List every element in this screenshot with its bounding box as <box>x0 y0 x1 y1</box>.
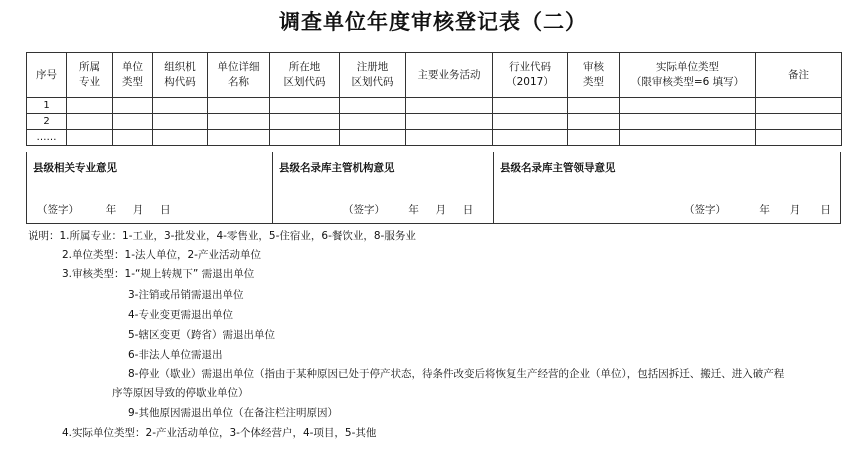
header-main-activity: 主要业务活动 <box>406 53 493 98</box>
row-seq: 2 <box>27 114 67 130</box>
table-cell[interactable] <box>113 114 153 130</box>
table-cell[interactable] <box>406 114 493 130</box>
table-cell[interactable] <box>493 98 568 114</box>
row-seq: 1 <box>27 98 67 114</box>
table-cell[interactable] <box>568 114 620 130</box>
table-cell[interactable] <box>270 98 340 114</box>
table-cell[interactable] <box>208 98 270 114</box>
table-cell[interactable] <box>270 130 340 146</box>
header-audit-type: 审核 类型 <box>568 53 620 98</box>
table-cell[interactable] <box>340 114 406 130</box>
county-professional-opinion[interactable] <box>27 152 272 223</box>
table-cell[interactable] <box>113 130 153 146</box>
table-row <box>27 130 842 146</box>
header-seq: 序号 <box>27 53 67 98</box>
note-line: 4.实际单位类型：2-产业活动单位，3-个体经营户，4-项目，5-其他 <box>62 427 377 439</box>
signature-date-line: （签字） 年 月 日 <box>343 204 474 216</box>
table-cell[interactable] <box>406 130 493 146</box>
header-actual-unit-type: 实际单位类型 （限审核类型=6 填写） <box>620 53 756 98</box>
signature-date-line: （签字） 年 月 日 <box>684 204 831 216</box>
header-row <box>27 53 842 98</box>
note-line: 3-注销或吊销需退出单位 <box>128 289 244 301</box>
opinion-label: 县级名录库主管领导意见 <box>500 162 616 174</box>
table-cell[interactable] <box>208 130 270 146</box>
table-cell[interactable] <box>67 114 113 130</box>
table-cell[interactable] <box>568 130 620 146</box>
table-cell[interactable] <box>153 130 208 146</box>
note-line: 5-辖区变更（跨省）需退出单位 <box>128 329 275 341</box>
note-line: 序等原因导致的停歇业单位） <box>112 387 249 399</box>
note-line: 2.单位类型：1-法人单位，2-产业活动单位 <box>62 249 261 261</box>
registration-table <box>26 52 842 146</box>
note-line: 4-专业变更需退出单位 <box>128 309 233 321</box>
note-line: 6-非法人单位需退出 <box>128 349 223 361</box>
table-row <box>27 98 842 114</box>
table-cell[interactable] <box>153 114 208 130</box>
table-cell[interactable] <box>113 98 153 114</box>
opinion-label: 县级名录库主管机构意见 <box>279 162 395 174</box>
table-cell[interactable] <box>620 114 756 130</box>
header-remarks: 备注 <box>756 53 842 98</box>
table-cell[interactable] <box>406 98 493 114</box>
table-cell[interactable] <box>756 130 842 146</box>
county-registry-leader-opinion[interactable] <box>493 152 840 223</box>
table-cell[interactable] <box>756 114 842 130</box>
header-location-code: 所在地 区划代码 <box>270 53 340 98</box>
note-line: 9-其他原因需退出单位（在备注栏注明原因） <box>128 407 338 419</box>
opinion-label: 县级相关专业意见 <box>33 162 117 174</box>
table-row <box>27 114 842 130</box>
table-cell[interactable] <box>340 98 406 114</box>
note-line: 说明：1.所属专业：1-工业，3-批发业，4-零售业，5-住宿业，6-餐饮业，8-服务业 <box>28 230 416 242</box>
table-cell[interactable] <box>568 98 620 114</box>
header-profession: 所属 专业 <box>67 53 113 98</box>
opinion-section <box>26 152 841 224</box>
county-registry-agency-opinion[interactable] <box>272 152 493 223</box>
table-cell[interactable] <box>153 98 208 114</box>
table-cell[interactable] <box>620 98 756 114</box>
table-cell[interactable] <box>67 130 113 146</box>
table-cell[interactable] <box>67 98 113 114</box>
page-title: 调查单位年度审核登记表（二） <box>279 9 587 34</box>
table-cell[interactable] <box>208 114 270 130</box>
note-line: 8-停业（歇业）需退出单位（指由于某种原因已处于停产状态，待条件改变后将恢复生产经营的企业（单位），包括因拆迁、搬迁、进入破产程 <box>128 368 785 380</box>
header-registered-code: 注册地 区划代码 <box>340 53 406 98</box>
header-unit-name: 单位详细 名称 <box>208 53 270 98</box>
header-unit-type: 单位 类型 <box>113 53 153 98</box>
note-line: 3.审核类型：1-“规上转规下” 需退出单位 <box>62 268 255 280</box>
table-cell[interactable] <box>493 130 568 146</box>
signature-date-line: （签字） 年 月 日 <box>37 204 171 216</box>
table-cell[interactable] <box>270 114 340 130</box>
table-cell[interactable] <box>493 114 568 130</box>
row-seq: …… <box>27 130 67 146</box>
table-cell[interactable] <box>340 130 406 146</box>
header-org-code: 组织机 构代码 <box>153 53 208 98</box>
header-industry-code: 行业代码 （2017） <box>493 53 568 98</box>
table-cell[interactable] <box>756 98 842 114</box>
table-cell[interactable] <box>620 130 756 146</box>
